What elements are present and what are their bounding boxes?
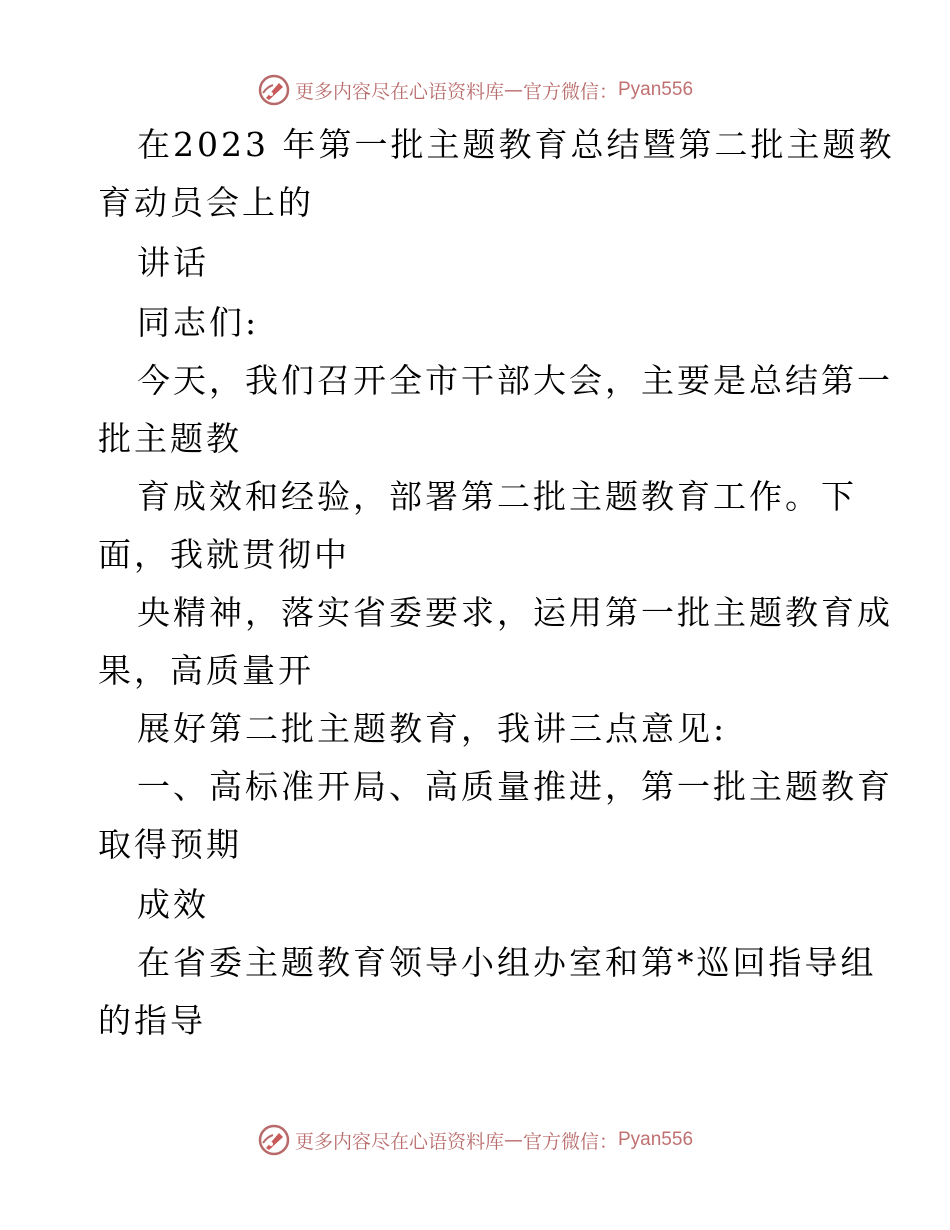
doc-line-13: 取得预期 — [98, 825, 242, 864]
watermark-wechat-label: 官方微信： — [522, 80, 618, 103]
watermark-separator: — — [503, 1129, 523, 1151]
doc-line-2: 育动员会上的 — [98, 183, 314, 222]
doc-line-15: 在省委主题教育领导小组办室和第*巡回指导组 — [137, 943, 877, 982]
doc-line-10: 果，高质量开 — [98, 651, 314, 690]
doc-line-14: 成效 — [137, 885, 209, 924]
footer-watermark — [0, 1120, 950, 1160]
doc-line-16: 的指导 — [98, 1001, 206, 1040]
watermark-brand: 更多内容尽在心语资料库 — [294, 80, 504, 103]
watermark-wechat-id: Pyan556 — [618, 1129, 694, 1150]
doc-line-11: 展好第二批主题教育，我讲三点意见: — [137, 709, 728, 748]
doc-line-6: 批主题教 — [98, 419, 242, 458]
doc-line-8: 面，我就贯彻中 — [98, 535, 350, 574]
watermark-wechat-id: Pyan556 — [618, 79, 694, 100]
doc-line-9: 央精神，落实省委要求，运用第一批主题教育成 — [137, 593, 893, 632]
doc-line-7: 育成效和经验，部署第二批主题教育工作。下 — [137, 477, 857, 516]
doc-line-1: 在2023 年第一批主题教育总结暨第二批主题教 — [137, 125, 895, 164]
header-watermark — [0, 70, 950, 110]
pen-nib-circle-icon — [257, 1123, 291, 1157]
watermark-wechat-label: 官方微信： — [522, 1130, 618, 1153]
doc-line-3: 讲话 — [137, 243, 209, 282]
pen-nib-circle-icon — [257, 73, 291, 107]
doc-line-5: 今天，我们召开全市干部大会，主要是总结第一 — [137, 361, 893, 400]
doc-line-12: 一、高标准开局、高质量推进，第一批主题教育 — [137, 767, 893, 806]
watermark-brand: 更多内容尽在心语资料库 — [294, 1130, 504, 1153]
watermark-separator: — — [503, 79, 523, 101]
doc-line-4: 同志们: — [137, 303, 260, 342]
